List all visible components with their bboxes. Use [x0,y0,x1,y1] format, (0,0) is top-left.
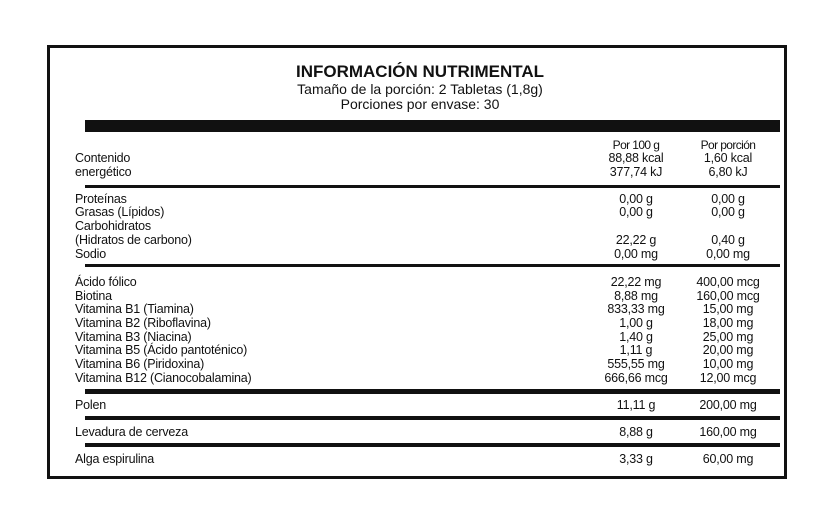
value-per-serving: 18,00 mg [702,316,754,330]
value-per-100g: 1,40 g [619,330,653,344]
energy-kcal-serving: 1,60 kcal [703,151,753,165]
value-per-100g: 1,11 g [619,343,653,357]
column-header-per-serving: Por porción [700,138,756,152]
value-per-100g: 666,66 mcg [604,371,668,385]
value-per-100g: 3,33 g [619,452,653,466]
nutrient-label: Proteínas [75,192,127,206]
nutrient-label: Levadura de cerveza [75,425,188,439]
nutrient-label: Vitamina B6 (Piridoxina) [75,357,205,371]
value-per-serving: 200,00 mg [699,398,757,412]
servings-per-container: Porciones por envase: 30 [340,96,500,112]
value-per-100g: 8,88 g [619,425,653,439]
value-per-100g: 22,22 g [615,233,657,247]
value-per-serving: 15,00 mg [702,302,754,316]
energy-kj-serving: 6,80 kJ [708,165,748,179]
value-per-100g: 0,00 g [619,205,653,219]
thick-divider [85,120,780,132]
value-per-serving: 0,00 g [711,205,745,219]
nutrient-label: Vitamina B3 (Niacina) [75,330,192,344]
energy-kj-100: 377,74 kJ [609,165,663,179]
value-per-serving: 400,00 mcg [696,275,760,289]
serving-size: Tamaño de la porción: 2 Tabletas (1,8g) [297,81,543,97]
value-per-serving: 0,00 g [711,192,745,206]
value-per-100g: 11,11 g [616,398,656,412]
value-per-100g: 833,33 mg [607,302,665,316]
energy-label: energético [75,165,132,179]
nutrient-label: Carbohidratos [75,219,151,233]
value-per-100g: 0,00 mg [614,247,658,261]
divider [85,264,780,267]
divider [85,185,780,188]
value-per-100g: 0,00 g [619,192,653,206]
nutrient-label: Vitamina B5 (Ácido pantoténico) [75,343,248,357]
value-per-serving: 0,00 mg [706,247,750,261]
value-per-100g: 8,88 mg [614,289,658,303]
value-per-100g: 1,00 g [619,316,653,330]
value-per-serving: 10,00 mg [702,357,754,371]
nutrient-label: Vitamina B1 (Tiamina) [75,302,194,316]
nutrient-label: Biotina [75,289,112,303]
label-title: INFORMACIÓN NUTRIMENTAL [295,62,545,81]
nutrient-label: Ácido fólico [75,275,137,289]
nutrient-label: Grasas (Lípidos) [75,205,165,219]
value-per-serving: 160,00 mg [699,425,757,439]
value-per-100g: 555,55 mg [607,357,665,371]
value-per-serving: 60,00 mg [702,452,754,466]
nutrient-label: Vitamina B2 (Riboflavina) [75,316,211,330]
divider [85,416,780,420]
divider [85,389,780,394]
value-per-serving: 160,00 mcg [696,289,760,303]
energy-kcal-100: 88,88 kcal [608,151,664,165]
value-per-serving: 20,00 mg [702,343,754,357]
nutrient-label: Alga espirulina [75,452,154,466]
value-per-serving: 0,40 g [711,233,745,247]
nutrient-label: Sodio [75,247,106,261]
value-per-100g: 22,22 mg [610,275,662,289]
nutrient-label: (Hidratos de carbono) [75,233,192,247]
value-per-serving: 25,00 mg [702,330,754,344]
nutrient-label: Polen [75,398,106,412]
energy-label: Contenido [75,151,131,165]
nutrient-label: Vitamina B12 (Cianocobalamina) [75,371,252,385]
divider [85,443,780,447]
column-header-per100: Por 100 g [612,138,660,152]
value-per-serving: 12,00 mcg [699,371,757,385]
